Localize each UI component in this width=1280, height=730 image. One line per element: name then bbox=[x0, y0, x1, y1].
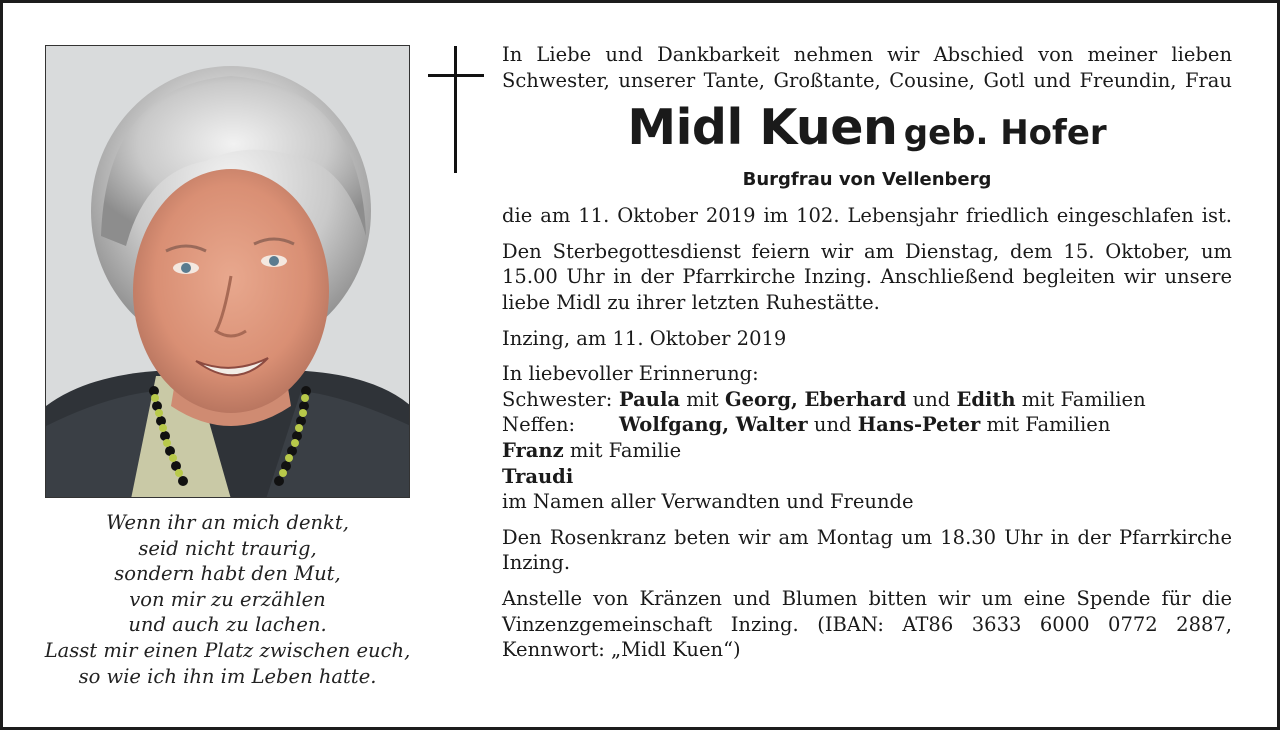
relative-name: Franz bbox=[502, 438, 564, 462]
relatives-nephews bbox=[502, 412, 1232, 438]
portrait-illustration bbox=[46, 46, 410, 498]
funeral-service bbox=[502, 239, 1232, 316]
rosary-notice bbox=[502, 525, 1232, 576]
poem-line: und auch zu lachen. bbox=[128, 613, 327, 637]
relatives-all: im Namen aller Verwandten und Freunde bbox=[502, 490, 914, 514]
death-line: die am 11. Oktober 2019 im 102. Lebensjahr friedlich eingeschlafen ist. bbox=[502, 204, 1232, 228]
poem-line: seid nicht traurig, bbox=[138, 536, 317, 560]
connector: und bbox=[813, 413, 852, 437]
name-birth: geb. Hofer bbox=[903, 113, 1107, 154]
service-line: liebe Midl zu ihrer letzten Ruhestätte. bbox=[502, 290, 880, 314]
deceased-name bbox=[502, 101, 1232, 165]
relative-name: Hans-Peter bbox=[857, 413, 981, 437]
donation-line: Anstelle von Kränzen und Blumen bitten wir um eine Spende für die bbox=[502, 586, 1232, 610]
relative-name: Georg, Eberhard bbox=[724, 387, 907, 411]
relative-name: Wolfgang, Walter bbox=[619, 413, 808, 437]
intro-line: Schwester, unserer Tante, Großtante, Cousine, Gotl und Freundin, Frau bbox=[502, 68, 1232, 92]
memory-heading: In liebevoller Erinnerung: bbox=[502, 362, 759, 386]
service-line: 15.00 Uhr in der Pfarrkirche Inzing. Anschließend begleiten wir unsere bbox=[502, 265, 1232, 289]
relatives-franz bbox=[502, 438, 1232, 464]
relative-name: Paula bbox=[619, 387, 680, 411]
relatives-traudi bbox=[502, 464, 1232, 490]
connector: und bbox=[912, 387, 951, 411]
intro-line: In Liebe und Dankbarkeit nehmen wir Abschied von meiner lieben bbox=[502, 43, 1232, 66]
connector: mit bbox=[686, 387, 719, 411]
service-line: Den Sterbegottesdienst feiern wir am Dienstag, dem 15. Oktober, um bbox=[502, 239, 1232, 263]
connector: mit Familie bbox=[569, 438, 682, 462]
poem-line: Wenn ihr an mich denkt, bbox=[106, 511, 349, 534]
relatives-label: Schwester: bbox=[502, 387, 613, 411]
connector: mit Familien bbox=[1021, 387, 1146, 411]
portrait-photo bbox=[45, 45, 410, 498]
donation-line: Vinzenzgemeinschaft Inzing. (IBAN: AT86 3633 6000 0772 2887, bbox=[502, 612, 1232, 636]
poem-line: sondern habt den Mut, bbox=[114, 562, 341, 586]
intro-text bbox=[502, 42, 1232, 93]
notice-text bbox=[502, 42, 1232, 663]
rosary-line: Den Rosenkranz beten wir am Montag um 18.30 Uhr in der Pfarrkirche bbox=[502, 525, 1232, 549]
relatives-label: Neffen: bbox=[502, 413, 576, 437]
deceased-title: Burgfrau von Vellenberg bbox=[742, 169, 992, 191]
memorial-poem bbox=[30, 510, 425, 689]
relative-name: Edith bbox=[956, 387, 1016, 411]
poem-line: so wie ich ihn im Leben hatte. bbox=[78, 664, 377, 688]
poem-line: Lasst mir einen Platz zwischen euch, bbox=[44, 638, 411, 662]
place-date: Inzing, am 11. Oktober 2019 bbox=[502, 326, 787, 350]
relatives-list bbox=[502, 387, 1232, 515]
rosary-line: Inzing. bbox=[502, 551, 571, 575]
relatives-sisters bbox=[502, 387, 1232, 413]
poem-line: von mir zu erzählen bbox=[129, 587, 326, 611]
connector: mit Familien bbox=[986, 413, 1111, 437]
name-main: Midl Kuen bbox=[627, 99, 898, 157]
donation-notice bbox=[502, 586, 1232, 663]
death-statement bbox=[502, 203, 1232, 229]
donation-line: Kennwort: „Midl Kuen“) bbox=[502, 638, 741, 662]
relative-name: Traudi bbox=[502, 464, 574, 488]
cross-icon bbox=[428, 46, 484, 174]
